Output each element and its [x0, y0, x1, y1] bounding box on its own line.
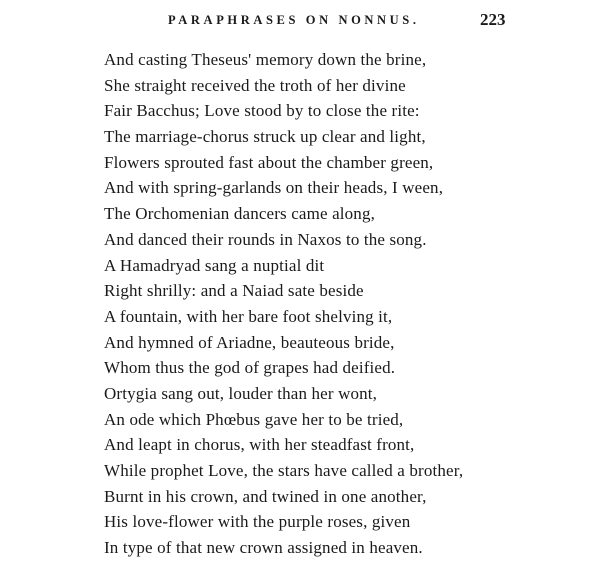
poem-line: In type of that new crown assigned in heaven.: [104, 538, 423, 558]
poem-line: And with spring-garlands on their heads, I ween,: [104, 178, 444, 198]
running-title: PARAPHRASES ON NONNUS.: [168, 13, 420, 27]
poem-line: And hymned of Ariadne, beauteous bride,: [104, 332, 395, 352]
poem-line: An ode which Phœbus gave her to be tried,: [104, 409, 404, 429]
poem-line: She straight received the troth of her divine: [104, 75, 406, 95]
poem-line: And leapt in chorus, with her steadfast front,: [104, 435, 415, 455]
poem-line: Whom thus the god of grapes had deified.: [104, 358, 396, 378]
poem-line: Burnt in his crown, and twined in one another,: [104, 486, 427, 506]
poem-line: Ortygia sang out, louder than her wont,: [104, 383, 378, 403]
poem-line: Right shrilly: and a Naiad sate beside: [104, 281, 364, 301]
poem-line: While prophet Love, the stars have called a brother,: [104, 461, 464, 480]
poem-line: His love-flower with the purple roses, given: [104, 512, 411, 532]
poem-line: And danced their rounds in Naxos to the song.: [104, 229, 427, 249]
poem-line: And casting Theseus' memory down the brine,: [104, 50, 427, 69]
poem-text: [104, 47, 463, 561]
poem-line: A fountain, with her bare foot shelving it,: [104, 306, 393, 326]
poem-line: The marriage-chorus struck up clear and light,: [104, 127, 426, 147]
poem-line: Flowers sprouted fast about the chamber green,: [104, 152, 434, 172]
poem-line: The Orchomenian dancers came along,: [104, 204, 375, 224]
page-number: 223: [480, 10, 506, 29]
running-head: [0, 10, 608, 32]
poem-line: Fair Bacchus; Love stood by to close the rite:: [104, 101, 420, 121]
poem-line: A Hamadryad sang a nuptial dit: [104, 255, 325, 275]
